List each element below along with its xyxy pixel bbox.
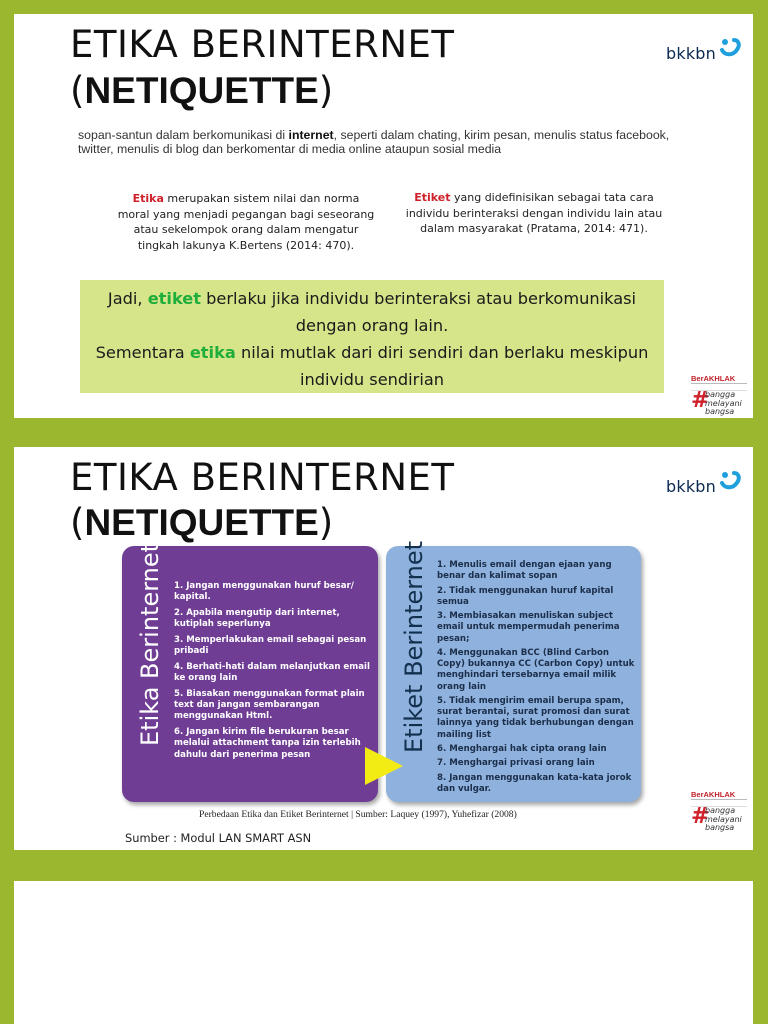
definition-etiket-text: yang didefinisikan sebagai tata cara individu berinteraksi dengan individu lain atau dalam masyarakat (Pratama, 2014: 471). (405, 191, 663, 235)
summary-text-4: nilai mutlak dari diri sendiri dan berlaku meskipun individu sendirian (235, 343, 649, 389)
slide-2 (14, 447, 753, 850)
title-paren-open: ( (70, 501, 85, 544)
list-item: 3. Memperlakukan email sebagai pesan pribadi (174, 635, 367, 657)
intro-part-1: sopan-santun dalam berkomunikasi di (78, 128, 289, 142)
logo-text: bkkbn (666, 477, 716, 496)
etika-panel-title: Etika Berinternet (136, 542, 164, 746)
slide-1 (14, 14, 753, 418)
badge-word: bangga (705, 806, 736, 815)
list-item: 6. Menghargai hak cipta orang lain (437, 743, 607, 754)
etiket-list (437, 560, 635, 798)
title-netiquette: NETIQUETTE (84, 502, 319, 543)
intro-text (78, 128, 678, 156)
list-item: 4. Menggunakan BCC (Blind Carbon Copy) bukannya CC (Carbon Copy) untuk menghindari tersebarnya email milik orang lain (437, 647, 635, 692)
intro-bold-internet: internet (288, 128, 334, 142)
slide-title-line2 (70, 69, 333, 112)
figure-caption: Perbedaan Etika dan Etiket Berinternet | Sumber: Laquey (1997), Yuhefizar (2008) (199, 809, 517, 820)
bkkbn-swirl-icon (716, 36, 746, 62)
title-paren-open: ( (70, 69, 85, 112)
etiket-panel (386, 540, 641, 802)
slide-title-line2 (70, 501, 333, 544)
badge-words (705, 391, 742, 417)
list-item: 2. Tidak menggunakan huruf kapital semua (437, 585, 614, 607)
source-note: Sumber : Modul LAN SMART ASN (125, 831, 312, 845)
bkkbn-logo (666, 36, 746, 66)
summary-text-1: Jadi, (107, 289, 148, 308)
hash-icon: # (691, 388, 710, 413)
title-paren-close: ) (318, 501, 334, 544)
list-item: 4. Berhati-hati dalam melanjutkan email ke orang lain (174, 662, 370, 684)
bkkbn-logo (666, 469, 746, 499)
list-item: 3. Membiasakan menuliskan subject email untuk mempermudah penerima pesan; (437, 611, 620, 644)
slide-title-line1: ETIKA BERINTERNET (70, 23, 455, 66)
term-etika: Etika (132, 192, 164, 205)
summary-text-2: berlaku jika individu berinteraksi atau berkomunikasi dengan orang lain. (201, 289, 637, 335)
logo-text: bkkbn (666, 44, 716, 63)
summary-etiket: etiket (147, 289, 201, 308)
definition-etiket (400, 190, 668, 237)
badge-word: bangsa (705, 407, 735, 417)
badge-words (705, 807, 742, 833)
summary-text-3: Sementara (95, 343, 190, 362)
slide-3 (14, 881, 753, 1024)
list-item: 1. Jangan menggunakan huruf besar/ kapital. (174, 581, 354, 603)
list-item: 2. Apabila mengutip dari internet, kutiplah seperlunya (174, 608, 340, 630)
intro-part-2: , seperti dalam chating, kirim pesan, menulis status facebook, twitter, menulis di blog dan berkomentar di media online ataupun sosial media (78, 128, 670, 156)
list-item: 8. Jangan menggunakan kata-kata jorok dan vulgar. (437, 772, 632, 794)
badge-word: bangga (705, 390, 736, 399)
title-paren-close: ) (318, 69, 334, 112)
list-item: 1. Menulis email dengan ejaan yang benar dan kalimat sopan (437, 560, 612, 582)
summary-box (80, 280, 664, 393)
term-etiket: Etiket (414, 191, 451, 204)
list-item: 5. Tidak mengirim email berupa spam, surat berantai, surat promosi dan surat lainnya yang tidak berhubungan dengan mailing list (437, 695, 634, 740)
list-item: 6. Jangan kirim file berukuran besar melalui attachment tanpa izin terlebih dahulu dari penerima pesan (174, 727, 361, 760)
etiket-panel-title: Etiket Berinternet (400, 540, 428, 753)
definition-etika (116, 191, 376, 253)
berakhlak-badge (691, 374, 747, 418)
badge-word: melayani (705, 814, 742, 824)
summary-etika: etika (189, 343, 236, 362)
list-item: 7. Menghargai privasi orang lain (437, 758, 595, 769)
arrow-right-icon (365, 747, 403, 785)
bkkbn-swirl-icon (716, 469, 746, 495)
badge-word: bangsa (705, 823, 735, 833)
definition-etika-text: merupakan sistem nilai dan norma moral yang menjadi pegangan bagi seseorang atau sekelompok orang dalam mengatur tingkah lakunya K.Bertens (2014: 470). (117, 192, 375, 252)
berakhlak-badge (691, 790, 747, 848)
badge-title: BerAKHLAK (691, 374, 736, 383)
etika-list (174, 581, 374, 765)
badge-word: melayani (705, 398, 742, 408)
etika-panel (122, 542, 378, 802)
list-item: 5. Biasakan menggunakan format plain text dan jangan sembarangan menggunakan Html. (174, 689, 365, 722)
hash-icon: # (691, 804, 710, 829)
slide-title-line1: ETIKA BERINTERNET (70, 456, 455, 499)
badge-title: BerAKHLAK (691, 790, 736, 799)
title-netiquette: NETIQUETTE (84, 70, 319, 111)
